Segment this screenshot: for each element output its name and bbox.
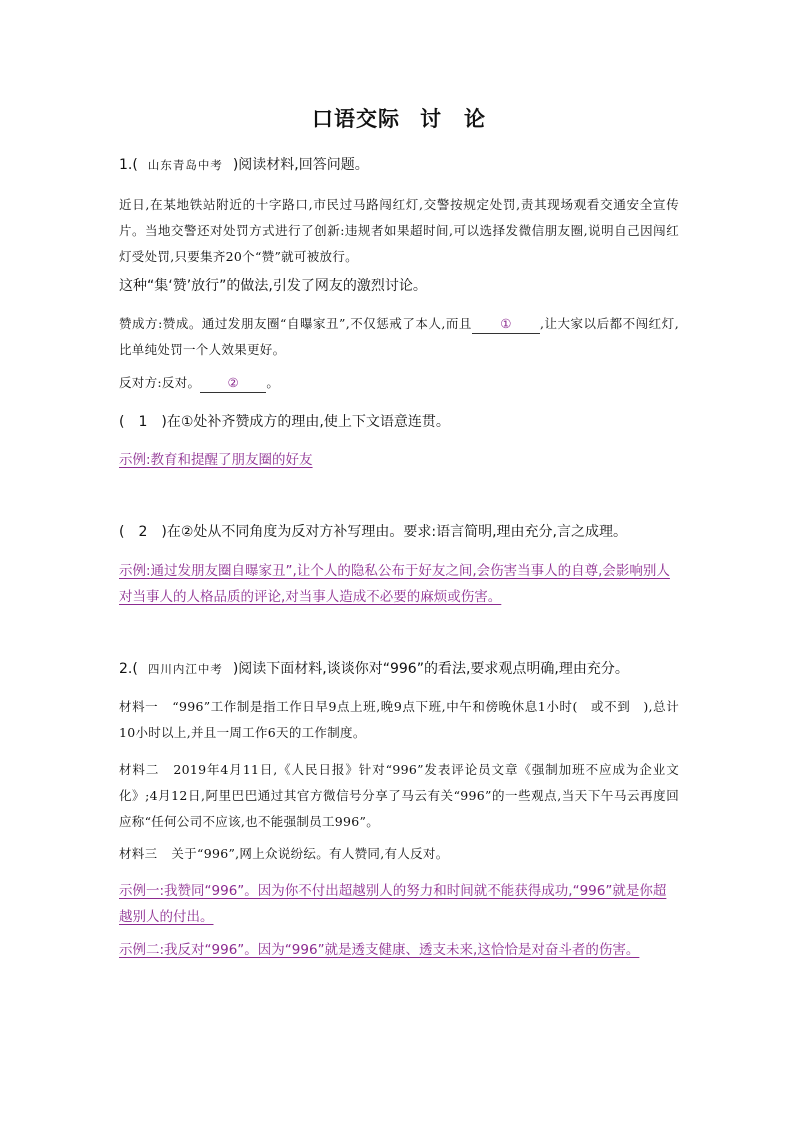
- answer-example-1: 示例一:我赞同“996”。因为你不付出超越别人的努力和时间就不能获得成功,“996”就是你超越别人的付出。: [119, 883, 667, 925]
- material-1: 材料一 “996”工作制是指工作日早9点上班,晚9点下班,中午和傍晚休息1小时( 或不到 ),总计10小时以上,并且一周工作6天的工作制度。: [119, 699, 679, 740]
- page-title: [119, 103, 679, 133]
- sub-question-1: ( 1 )在①处补齐赞成方的理由,使上下文语意连贯。: [119, 414, 450, 430]
- sub-question-2: ( 2 )在②处从不同角度为反对方补写理由。要求:语言简明,理由充分,言之成理。: [119, 524, 628, 540]
- answer-2: 示例:通过发朋友圈自曝家丑”,让个人的隐私公布于好友之间,会伤害当事人的自尊,会影响别人对当事人的人格品质的评论,对当事人造成不必要的麻烦或伤害。: [119, 563, 670, 605]
- question-1-source: 山东青岛中考: [147, 158, 223, 172]
- question-1-material: 近日,在某地铁站附近的十字路口,市民过马路闯红灯,交警按规定处罚,责其现场观看交通安全宣传片。当地交警还对处罚方式进行了创新:违规者如果超时间,可以选择发微信朋友圈,说明自己因闯红灯受处罚,只要集齐20个“赞”就可被放行。: [119, 197, 679, 264]
- material-2: 材料二 2019年4月11日,《人民日报》针对“996”发表评论员文章《强制加班不应成为企业文化》;4月12日,阿里巴巴通过其官方微信号分享了马云有关“996”的一些观点,当天下午马云再度回应称“任何公司不应该,也不能强制员工996”。: [119, 762, 680, 829]
- material-3: 材料三 关于“996”,网上众说纷纭。有人赞同,有人反对。: [119, 846, 449, 861]
- pro-side-paragraph: 赞成方:赞成。通过发朋友圈“自曝家丑”,不仅惩戒了本人,而且 ① ,让大家以后都不闯红灯,比单纯处罚一个人效果更好。: [119, 316, 679, 357]
- question-2-header: 2.( 四川内江中考 )阅读下面材料,谈谈你对“996”的看法,要求观点明确,理由充分。: [119, 661, 629, 677]
- title-sub: 讨 论: [420, 107, 486, 131]
- question-2-source: 四川内江中考: [147, 662, 223, 676]
- answer-example-2: 示例二:我反对“996”。因为“996”就是透支健康、透支未来,这恰恰是对奋斗者的伤害。: [119, 942, 640, 958]
- title-main: 口语交际: [312, 107, 400, 131]
- blank-1: ①: [472, 315, 540, 334]
- con-side-paragraph: 反对方:反对。 ② 。: [119, 370, 679, 396]
- answer-1: 示例:教育和提醒了朋友圈的好友: [119, 452, 313, 468]
- blank-2: ②: [200, 374, 266, 393]
- question-1-header: 1.( 山东青岛中考 )阅读材料,回答问题。: [119, 157, 369, 173]
- question-1-discussion: 这种“集‘赞’放行”的做法,引发了网友的激烈讨论。: [119, 278, 427, 294]
